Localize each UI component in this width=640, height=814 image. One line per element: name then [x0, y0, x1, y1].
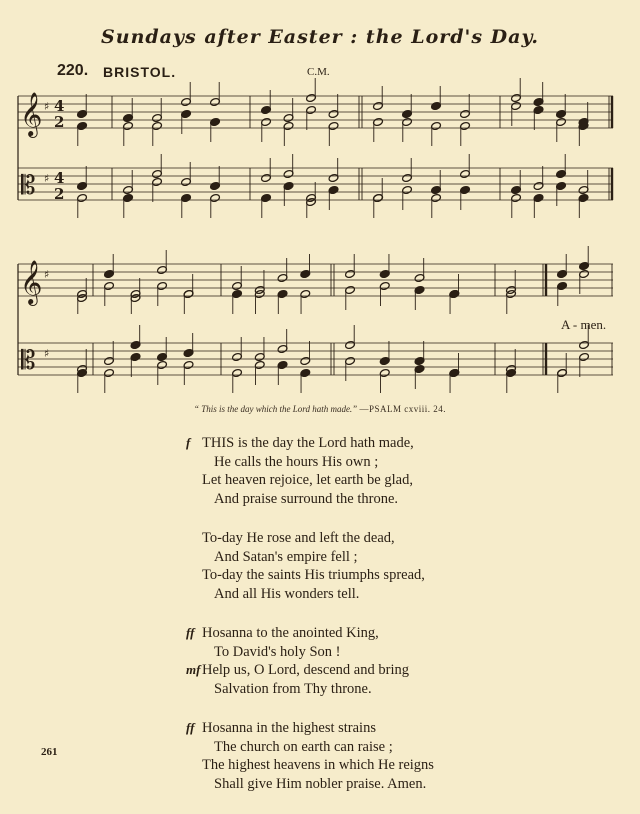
time-signature: 4: [54, 97, 65, 115]
verse: [0, 529, 640, 603]
epigraph-reference: —PSALM cxviii. 24.: [359, 404, 446, 414]
line-text: To-day the saints His triumphs spread,: [202, 567, 425, 583]
time-signature: 2: [54, 113, 65, 131]
verse-line: [0, 738, 640, 757]
line-text: THIS is the day the Lord hath made,: [202, 435, 414, 451]
verse-line: [0, 756, 640, 775]
epigraph: [0, 404, 640, 414]
hymn-verses: [0, 434, 640, 814]
line-text: And praise surround the throne.: [214, 490, 399, 507]
verse-line: [0, 548, 640, 567]
system-1: [18, 78, 613, 218]
line-text: Shall give Him nobler praise. Amen.: [214, 775, 427, 792]
line-text: And Satan's empire fell ;: [214, 548, 358, 565]
verse: [0, 624, 640, 698]
time-signature: 2: [54, 185, 65, 203]
hymn-number: 220.: [57, 62, 89, 79]
treble-clef-icon: 𝄞: [20, 92, 43, 136]
verse: [0, 719, 640, 793]
line-text: He calls the hours His own ;: [214, 453, 379, 470]
line-text: To David's holy Son !: [214, 643, 341, 660]
verse-line: [0, 434, 640, 453]
verse-line: [0, 719, 640, 738]
amen-label: A - men.: [561, 317, 607, 332]
system-2: [18, 246, 613, 393]
time-signature: 4: [54, 169, 65, 187]
tenor-clef-icon: 𝄡: [21, 171, 36, 201]
page-number: 261: [41, 746, 58, 758]
verse-line: [0, 471, 640, 490]
verse-line: [0, 775, 640, 794]
sharp-icon: ♯: [44, 172, 50, 185]
page-header: Sundays after Easter : the Lord's Day.: [101, 26, 539, 48]
verse-line: [0, 566, 640, 585]
epigraph-quote: “ This is the day which the Lord hath made.”: [194, 404, 358, 414]
verse-line: [0, 453, 640, 472]
verse-line: [0, 680, 640, 699]
verse: [0, 434, 640, 508]
sharp-icon: ♯: [44, 347, 50, 360]
line-text: Hosanna in the highest strains: [202, 720, 376, 736]
verse-line: [0, 624, 640, 643]
line-text: The highest heavens in which He reigns: [202, 757, 434, 773]
meter-label: C.M.: [307, 66, 330, 78]
line-text: To-day He rose and left the dead,: [202, 530, 395, 546]
dynamic-mark: ff: [186, 625, 195, 640]
line-text: Hosanna to the anointed King,: [202, 625, 379, 641]
treble-clef-icon: 𝄞: [20, 260, 43, 304]
line-text: Salvation from Thy throne.: [214, 680, 372, 697]
verse-line: [0, 490, 640, 509]
sharp-icon: ♯: [44, 100, 50, 113]
dynamic-mark: f: [186, 435, 191, 450]
dynamic-mark: ff: [186, 720, 195, 735]
dynamic-mark: mf: [186, 662, 201, 677]
line-text: And all His wonders tell.: [214, 585, 360, 602]
music-score: [0, 0, 640, 400]
line-text: Help us, O Lord, descend and bring: [202, 662, 409, 678]
verse-line: [0, 643, 640, 662]
line-text: The church on earth can raise ;: [214, 738, 393, 755]
verse-line: [0, 529, 640, 548]
sharp-icon: ♯: [44, 268, 50, 281]
tune-name: BRISTOL.: [103, 64, 177, 80]
tenor-clef-icon: 𝄡: [21, 346, 36, 376]
line-text: Let heaven rejoice, let earth be glad,: [202, 472, 413, 488]
verse-line: [0, 661, 640, 680]
verse-line: [0, 585, 640, 604]
